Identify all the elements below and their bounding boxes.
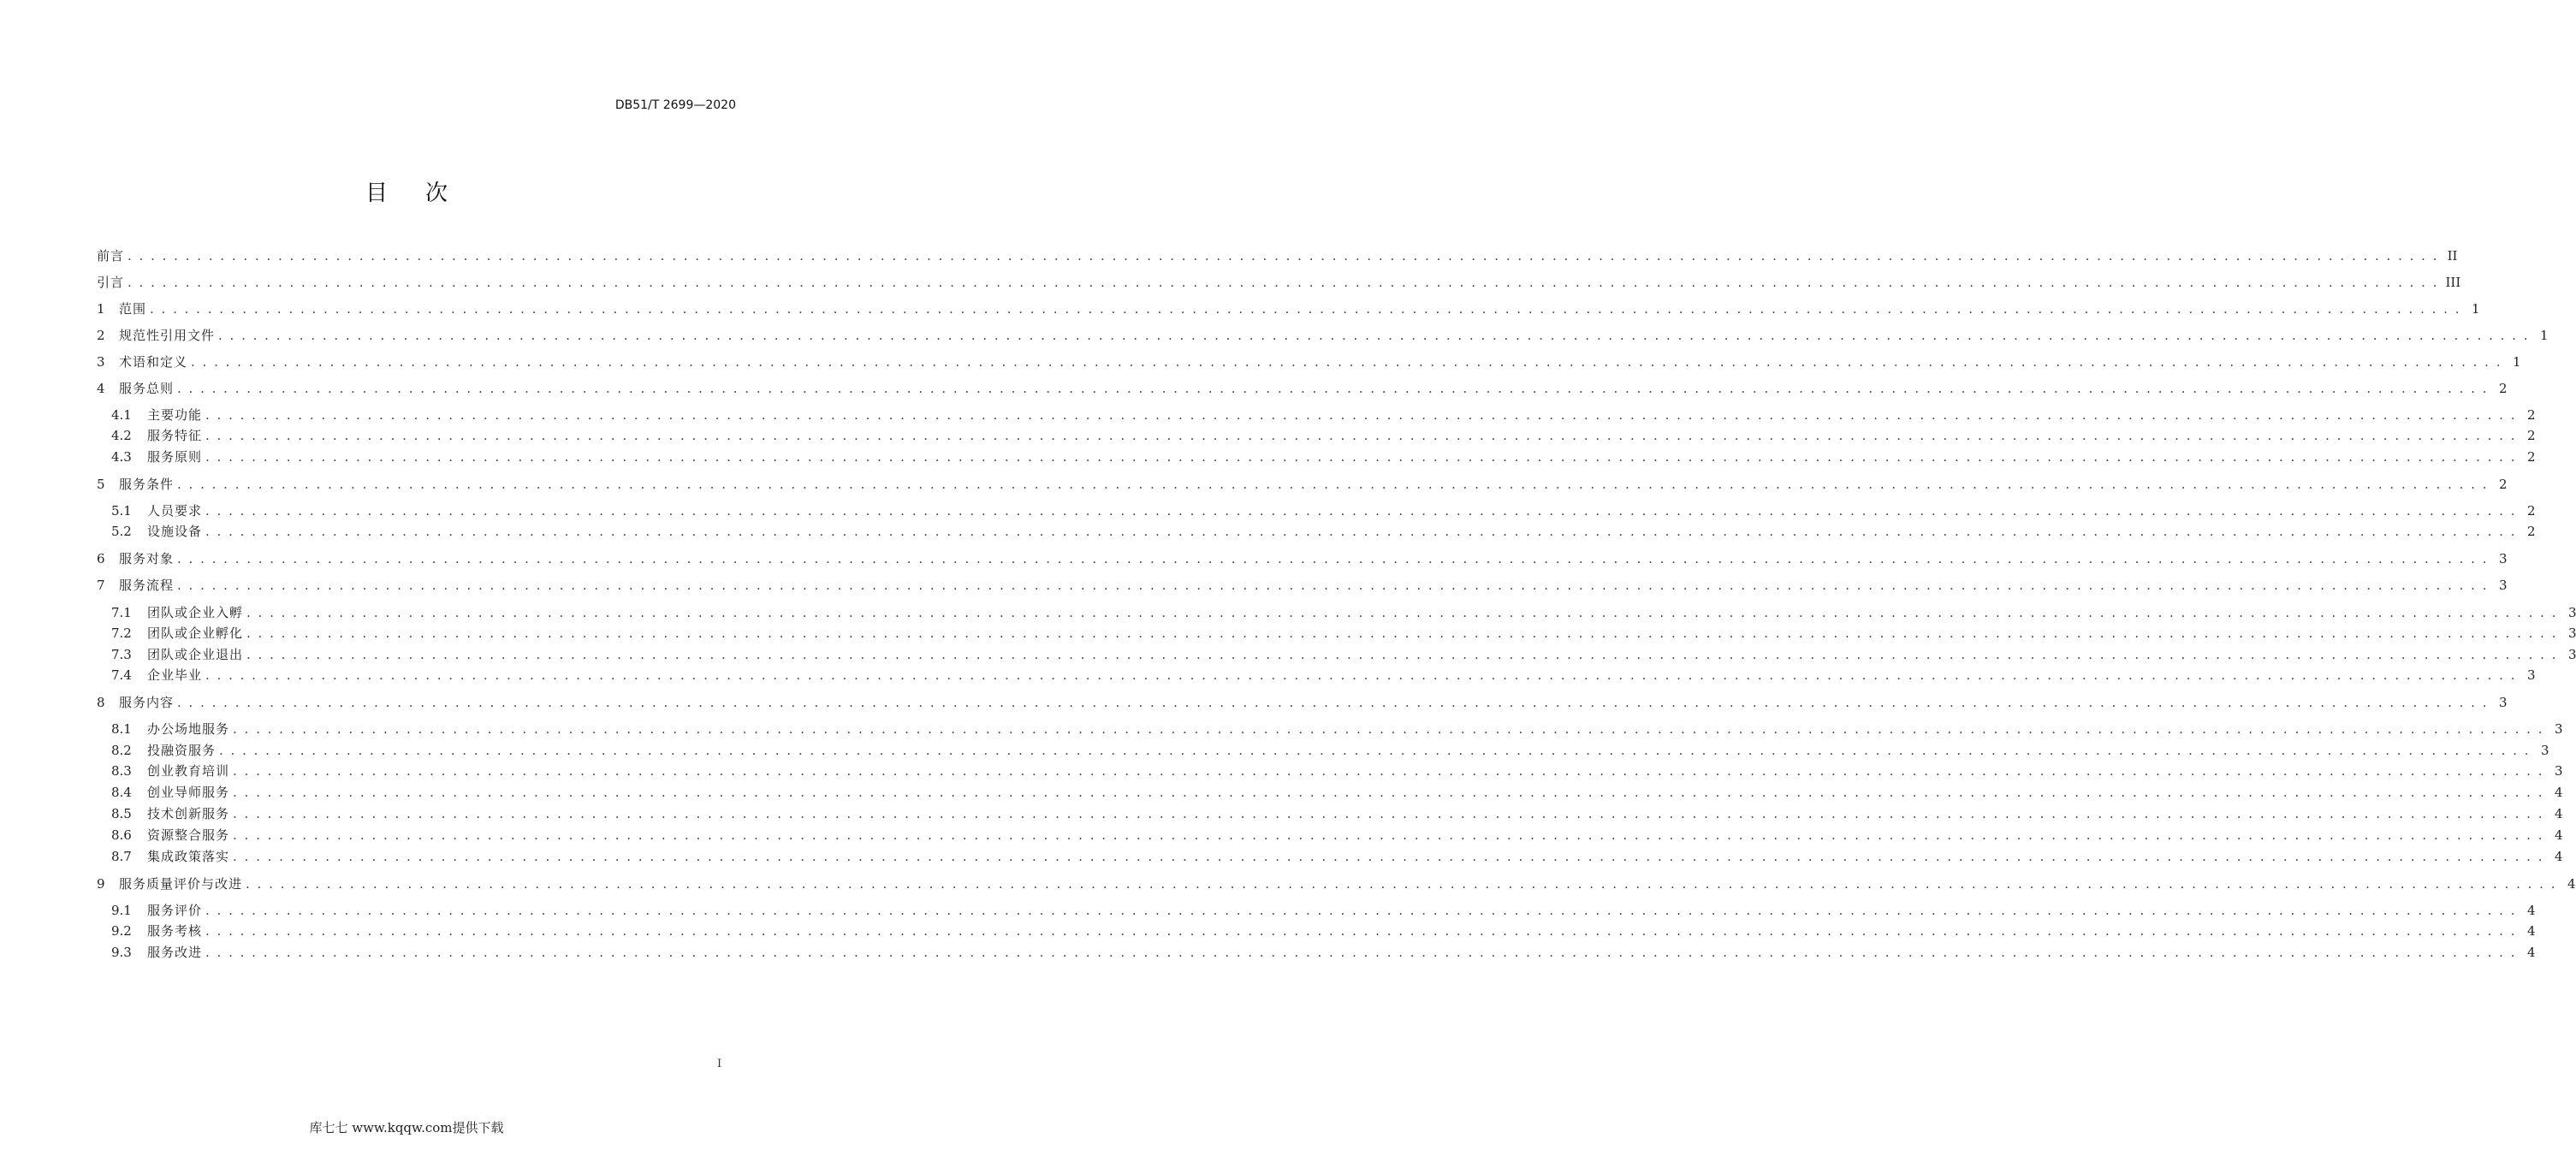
toc-entry-number: 3 — [97, 354, 105, 370]
toc-entry-number: 4 — [97, 381, 105, 396]
toc-entry[interactable] — [0, 379, 2508, 400]
toc-entry-page: 4 — [2554, 827, 2563, 843]
toc-leader-dots: . . . . . . . . . . . . . . . . . . . . . . . . . . . . . . . . . . . . . . . . . . . . . . . . . . . . . . . . . . . . . . . . . . . . . . . . . . . . . . . . . . . . . . . . . . . . . . . . . . . . . . . . . . . . . . . . . . . . . . . . . . . . . . . . . . . . . . . . . . . . . . . . . . . . . . . . . . . . . . . . . . . . . . . . . . . . . . . . . . . . . . . . . . . . . . . . . . . . . . . . — [191, 354, 2502, 370]
toc-leader-dots: . . . . . . . . . . . . . . . . . . . . . . . . . . . . . . . . . . . . . . . . . . . . . . . . . . . . . . . . . . . . . . . . . . . . . . . . . . . . . . . . . . . . . . . . . . . . . . . . . . . . . . . . . . . . . . . . . . . . . . . . . . . . . . . . . . . . . . . . . . . . . . . . . . . . . . . . . . . . . . . . . . . . . . . . . . . . . . . . . . . . . . . . . . . . . . . . . . . . . . . . — [246, 625, 2558, 641]
toc-entry-number: 7.3 — [111, 647, 132, 662]
toc-entry-label: 设施设备 — [147, 524, 203, 539]
toc-entry[interactable] — [0, 603, 2576, 624]
toc-entry-number: 5 — [97, 477, 105, 492]
toc-entry-page: 3 — [2498, 578, 2508, 593]
toc-entry-page: 4 — [2554, 785, 2563, 800]
toc-leader-dots: . . . . . . . . . . . . . . . . . . . . . . . . . . . . . . . . . . . . . . . . . . . . . . . . . . . . . . . . . . . . . . . . . . . . . . . . . . . . . . . . . . . . . . . . . . . . . . . . . . . . . . . . . . . . . . . . . . . . . . . . . . . . . . . . . . . . . . . . . . . . . . . . . . . . . . . . . . . . . . . . . . . . . . . . . . . . . . . . . . . . . . . . . . . . . . . . . . . . . . . . — [246, 876, 2557, 892]
toc-entry-label: 引言 — [97, 275, 125, 290]
toc-entry-label: 团队或企业孵化 — [147, 625, 244, 641]
toc-entry[interactable] — [0, 353, 2521, 373]
toc-entry-page: 2 — [2526, 503, 2536, 519]
toc-entry-page: II — [2447, 248, 2458, 264]
toc-entry-page: 1 — [2512, 354, 2521, 370]
toc-entry[interactable] — [0, 645, 2576, 666]
toc-entry-page: 2 — [2498, 381, 2508, 396]
toc-entry-page: 3 — [2567, 647, 2576, 662]
toc-entry[interactable] — [0, 448, 2536, 468]
toc-entry-page: 2 — [2526, 428, 2536, 443]
toc-leader-dots: . . . . . . . . . . . . . . . . . . . . . . . . . . . . . . . . . . . . . . . . . . . . . . . . . . . . . . . . . . . . . . . . . . . . . . . . . . . . . . . . . . . . . . . . . . . . . . . . . . . . . . . . . . . . . . . . . . . . . . . . . . . . . . . . . . . . . . . . . . . . . . . . . . . . . . . . . . . . . . . . . . . . . . . . . . . . . . . . . . . . . . . . . . . . . . . . . . . . . . . . — [246, 605, 2558, 620]
toc-leader-dots: . . . . . . . . . . . . . . . . . . . . . . . . . . . . . . . . . . . . . . . . . . . . . . . . . . . . . . . . . . . . . . . . . . . . . . . . . . . . . . . . . . . . . . . . . . . . . . . . . . . . . . . . . . . . . . . . . . . . . . . . . . . . . . . . . . . . . . . . . . . . . . . . . . . . . . . . . . . . . . . . . . . . . . . . . . . . . . . . . . . . . . . . . . . . . . . . . . . . . . . . — [205, 407, 2517, 423]
document-code: DB51/T 2699—2020 — [614, 98, 736, 112]
toc-entry-page: 3 — [2554, 763, 2563, 779]
toc-entry[interactable] — [0, 273, 2461, 293]
toc-entry-number: 4.2 — [111, 428, 132, 443]
toc-entry-number: 1 — [97, 301, 105, 317]
toc-entry-number: 9 — [97, 876, 105, 892]
toc-entry-label: 服务总则 — [119, 381, 175, 396]
toc-entry[interactable] — [0, 720, 2563, 740]
toc-entry[interactable] — [0, 406, 2536, 426]
toc-entry-number: 7.2 — [111, 625, 132, 641]
toc-entry-page: 3 — [2526, 667, 2536, 683]
toc-entry[interactable] — [0, 762, 2563, 782]
toc-entry-number: 7 — [97, 578, 105, 593]
toc-leader-dots: . . . . . . . . . . . . . . . . . . . . . . . . . . . . . . . . . . . . . . . . . . . . . . . . . . . . . . . . . . . . . . . . . . . . . . . . . . . . . . . . . . . . . . . . . . . . . . . . . . . . . . . . . . . . . . . . . . . . . . . . . . . . . . . . . . . . . . . . . . . . . . . . . . . . . . . . . . . . . . . . . . . . . . . . . . . . . . . . . . . . . . . . . . . . . . . . . . . . . . . . — [205, 428, 2517, 443]
toc-entry-label: 范围 — [119, 301, 147, 317]
toc-entry-number: 8.3 — [111, 763, 132, 779]
toc-entry-number: 4.3 — [111, 449, 132, 465]
toc-leader-dots: . . . . . . . . . . . . . . . . . . . . . . . . . . . . . . . . . . . . . . . . . . . . . . . . . . . . . . . . . . . . . . . . . . . . . . . . . . . . . . . . . . . . . . . . . . . . . . . . . . . . . . . . . . . . . . . . . . . . . . . . . . . . . . . . . . . . . . . . . . . . . . . . . . . . . . . . . . . . . . . . . . . . . . . . . . . . . . . . . . . . . . . . . . . . . . . . . . . . . . . . — [205, 923, 2517, 939]
toc-entry-label: 服务改进 — [147, 945, 203, 960]
toc-leader-dots: . . . . . . . . . . . . . . . . . . . . . . . . . . . . . . . . . . . . . . . . . . . . . . . . . . . . . . . . . . . . . . . . . . . . . . . . . . . . . . . . . . . . . . . . . . . . . . . . . . . . . . . . . . . . . . . . . . . . . . . . . . . . . . . . . . . . . . . . . . . . . . . . . . . . . . . . . . . . . . . . . . . . . . . . . . . . . . . . . . . . . . . . . . . . . . . . . . . . . . . . — [177, 695, 2489, 710]
toc-entry-number: 8.1 — [111, 721, 132, 737]
toc-leader-dots: . . . . . . . . . . . . . . . . . . . . . . . . . . . . . . . . . . . . . . . . . . . . . . . . . . . . . . . . . . . . . . . . . . . . . . . . . . . . . . . . . . . . . . . . . . . . . . . . . . . . . . . . . . . . . . . . . . . . . . . . . . . . . . . . . . . . . . . . . . . . . . . . . . . . . . . . . . . . . . . . . . . . . . . . . . . . . . . . . . . . . . . . . . . . . . . . . . . . . . . . — [233, 763, 2544, 779]
toc-entry-label: 前言 — [97, 248, 125, 264]
toc-entry[interactable] — [0, 901, 2536, 922]
toc-entry-label: 团队或企业退出 — [147, 647, 244, 662]
toc-entry-label: 技术创新服务 — [147, 806, 230, 821]
toc-entry-number: 2 — [97, 328, 105, 343]
toc-leader-dots: . . . . . . . . . . . . . . . . . . . . . . . . . . . . . . . . . . . . . . . . . . . . . . . . . . . . . . . . . . . . . . . . . . . . . . . . . . . . . . . . . . . . . . . . . . . . . . . . . . . . . . . . . . . . . . . . . . . . . . . . . . . . . . . . . . . . . . . . . . . . . . . . . . . . . . . . . . . . . . . . . . . . . . . . . . . . . . . . . . . . . . . . . . . . . . . . . . . . . . . . — [218, 328, 2530, 343]
toc-entry-label: 服务特征 — [147, 428, 203, 443]
toc-entry[interactable] — [0, 826, 2563, 846]
toc-entry-label: 人员要求 — [147, 503, 203, 519]
toc-entry[interactable] — [0, 943, 2536, 963]
toc-entry-number: 8 — [97, 695, 105, 710]
toc-entry[interactable] — [0, 741, 2549, 762]
toc-entry[interactable] — [0, 501, 2536, 522]
toc-entry-page: 3 — [2567, 605, 2576, 620]
toc-entry-label: 投融资服务 — [147, 743, 217, 758]
page-title: 目次 — [365, 181, 485, 206]
toc-leader-dots: . . . . . . . . . . . . . . . . . . . . . . . . . . . . . . . . . . . . . . . . . . . . . . . . . . . . . . . . . . . . . . . . . . . . . . . . . . . . . . . . . . . . . . . . . . . . . . . . . . . . . . . . . . . . . . . . . . . . . . . . . . . . . . . . . . . . . . . . . . . . . . . . . . . . . . . . . . . . . . . . . . . . . . . . . . . . . . . . . . . . . . . . . . . . . . . . . . . . . . . . — [233, 827, 2544, 843]
toc-entry-number: 4.1 — [111, 407, 132, 423]
toc-entry[interactable] — [0, 624, 2576, 644]
toc-entry-page: 3 — [2554, 721, 2563, 737]
toc-entry[interactable] — [0, 922, 2536, 942]
toc-entry-label: 服务条件 — [119, 477, 175, 492]
toc-entry-label: 服务内容 — [119, 695, 175, 710]
toc-entry-number: 5.2 — [111, 524, 132, 539]
toc-entry-number: 8.4 — [111, 785, 132, 800]
toc-leader-dots: . . . . . . . . . . . . . . . . . . . . . . . . . . . . . . . . . . . . . . . . . . . . . . . . . . . . . . . . . . . . . . . . . . . . . . . . . . . . . . . . . . . . . . . . . . . . . . . . . . . . . . . . . . . . . . . . . . . . . . . . . . . . . . . . . . . . . . . . . . . . . . . . . . . . . . . . . . . . . . . . . . . . . . . . . . . . . . . . . . . . . . . . . . . . . . . . . . . . . . . . — [233, 785, 2544, 800]
toc-entry-number: 8.6 — [111, 827, 132, 843]
toc-leader-dots: . . . . . . . . . . . . . . . . . . . . . . . . . . . . . . . . . . . . . . . . . . . . . . . . . . . . . . . . . . . . . . . . . . . . . . . . . . . . . . . . . . . . . . . . . . . . . . . . . . . . . . . . . . . . . . . . . . . . . . . . . . . . . . . . . . . . . . . . . . . . . . . . . . . . . . . . . . . . . . . . . . . . . . . . . . . . . . . . . . . . . . . . . . . . . . . . . . . . . . . . — [177, 578, 2489, 593]
toc-entry[interactable] — [0, 522, 2536, 542]
toc-entry-label: 服务对象 — [119, 551, 175, 566]
toc-entry[interactable] — [0, 804, 2563, 825]
download-footer: 库七七 www.kqqw.com提供下载 — [309, 1120, 504, 1135]
toc-entry-page: 4 — [2526, 945, 2536, 960]
toc-entry[interactable] — [0, 783, 2563, 803]
toc-entry-number: 8.5 — [111, 806, 132, 821]
toc-entry[interactable] — [0, 576, 2508, 596]
toc-entry-label: 服务流程 — [119, 578, 175, 593]
toc-entry-page: 2 — [2526, 407, 2536, 423]
toc-entry-page: III — [2445, 275, 2461, 290]
toc-entry-label: 服务原则 — [147, 449, 203, 465]
toc-entry-number: 7.1 — [111, 605, 132, 620]
toc-entry-label: 规范性引用文件 — [119, 328, 216, 343]
toc-entry-label: 创业教育培训 — [147, 763, 230, 779]
toc-leader-dots: . . . . . . . . . . . . . . . . . . . . . . . . . . . . . . . . . . . . . . . . . . . . . . . . . . . . . . . . . . . . . . . . . . . . . . . . . . . . . . . . . . . . . . . . . . . . . . . . . . . . . . . . . . . . . . . . . . . . . . . . . . . . . . . . . . . . . . . . . . . . . . . . . . . . . . . . . . . . . . . . . . . . . . . . . . . . . . . . . . . . . . . . . . . . . . . . . . . . . . . . — [205, 449, 2517, 465]
toc-entry[interactable] — [0, 847, 2563, 868]
toc-entry-number: 5.1 — [111, 503, 132, 519]
toc-leader-dots: . . . . . . . . . . . . . . . . . . . . . . . . . . . . . . . . . . . . . . . . . . . . . . . . . . . . . . . . . . . . . . . . . . . . . . . . . . . . . . . . . . . . . . . . . . . . . . . . . . . . . . . . . . . . . . . . . . . . . . . . . . . . . . . . . . . . . . . . . . . . . . . . . . . . . . . . . . . . . . . . . . . . . . . . . . . . . . . . . . . . . . . . . . . . . . . . . . . . . . . . — [246, 647, 2558, 662]
toc-entry-page: 2 — [2498, 477, 2508, 492]
toc-entry-label: 办公场地服务 — [147, 721, 230, 737]
toc-entry-number: 8.2 — [111, 743, 132, 758]
toc-entry-label: 资源整合服务 — [147, 827, 230, 843]
toc-entry-label: 主要功能 — [147, 407, 203, 423]
toc-entry[interactable] — [0, 426, 2536, 447]
toc-entry[interactable] — [0, 666, 2536, 686]
toc-entry-number: 9.1 — [111, 903, 132, 918]
toc-entry-number: 9.2 — [111, 923, 132, 939]
toc-entry-page: 1 — [2471, 301, 2480, 317]
toc-entry[interactable] — [0, 246, 2458, 267]
toc-entry-page: 3 — [2567, 625, 2576, 641]
toc-leader-dots: . . . . . . . . . . . . . . . . . . . . . . . . . . . . . . . . . . . . . . . . . . . . . . . . . . . . . . . . . . . . . . . . . . . . . . . . . . . . . . . . . . . . . . . . . . . . . . . . . . . . . . . . . . . . . . . . . . . . . . . . . . . . . . . . . . . . . . . . . . . . . . . . . . . . . . . . . . . . . . . . . . . . . . . . . . . . . . . . . . . . . . . . . . . . . . . . . . . . . . . . — [233, 806, 2544, 821]
toc-leader-dots: . . . . . . . . . . . . . . . . . . . . . . . . . . . . . . . . . . . . . . . . . . . . . . . . . . . . . . . . . . . . . . . . . . . . . . . . . . . . . . . . . . . . . . . . . . . . . . . . . . . . . . . . . . . . . . . . . . . . . . . . . . . . . . . . . . . . . . . . . . . . . . . . . . . . . . . . . . . . . . . . . . . . . . . . . . . . . . . . . . . . . . . . . . . . . . . . . . . . . . . . — [205, 524, 2517, 539]
toc-entry-label: 创业导师服务 — [147, 785, 230, 800]
toc-leader-dots: . . . . . . . . . . . . . . . . . . . . . . . . . . . . . . . . . . . . . . . . . . . . . . . . . . . . . . . . . . . . . . . . . . . . . . . . . . . . . . . . . . . . . . . . . . . . . . . . . . . . . . . . . . . . . . . . . . . . . . . . . . . . . . . . . . . . . . . . . . . . . . . . . . . . . . . . . . . . . . . . . . . . . . . . . . . . . . . . . . . . . . . . . . . . . . . . . . . . . . . . — [177, 477, 2489, 492]
toc-leader-dots: . . . . . . . . . . . . . . . . . . . . . . . . . . . . . . . . . . . . . . . . . . . . . . . . . . . . . . . . . . . . . . . . . . . . . . . . . . . . . . . . . . . . . . . . . . . . . . . . . . . . . . . . . . . . . . . . . . . . . . . . . . . . . . . . . . . . . . . . . . . . . . . . . . . . . . . . . . . . . . . . . . . . . . . . . . . . . . . . . . . . . . . . . . . . . . . . . . . . . . . . — [205, 503, 2517, 519]
toc-entry-label: 团队或企业入孵 — [147, 605, 244, 620]
toc-leader-dots: . . . . . . . . . . . . . . . . . . . . . . . . . . . . . . . . . . . . . . . . . . . . . . . . . . . . . . . . . . . . . . . . . . . . . . . . . . . . . . . . . . . . . . . . . . . . . . . . . . . . . . . . . . . . . . . . . . . . . . . . . . . . . . . . . . . . . . . . . . . . . . . . . . . . . . . . . . . . . . . . . . . . . . . . . . . . . . . . . . . . . . . . . . . . . . . . . . . . . . . . — [177, 551, 2489, 566]
toc-entry-page: 4 — [2526, 923, 2536, 939]
toc-entry-label: 术语和定义 — [119, 354, 188, 370]
toc-entry-label: 服务评价 — [147, 903, 203, 918]
toc-leader-dots: . . . . . . . . . . . . . . . . . . . . . . . . . . . . . . . . . . . . . . . . . . . . . . . . . . . . . . . . . . . . . . . . . . . . . . . . . . . . . . . . . . . . . . . . . . . . . . . . . . . . . . . . . . . . . . . . . . . . . . . . . . . . . . . . . . . . . . . . . . . . . . . . . . . . . . . . . . . . . . . . . . . . . . . . . . . . . . . . . . . . . . . . . . . . . . . . . . . . . . . . — [233, 849, 2544, 864]
toc-entry-page: 4 — [2526, 903, 2536, 918]
page-number: I — [717, 1058, 722, 1070]
toc-entry-page: 4 — [2554, 849, 2563, 864]
toc-entry[interactable] — [0, 475, 2508, 495]
toc-leader-dots: . . . . . . . . . . . . . . . . . . . . . . . . . . . . . . . . . . . . . . . . . . . . . . . . . . . . . . . . . . . . . . . . . . . . . . . . . . . . . . . . . . . . . . . . . . . . . . . . . . . . . . . . . . . . . . . . . . . . . . . . . . . . . . . . . . . . . . . . . . . . . . . . . . . . . . . . . . . . . . . . . . . . . . . . . . . . . . . . . . . . . . . . . . . . . . . . . . . . . . . . — [128, 275, 2439, 290]
toc-entry[interactable] — [0, 693, 2508, 714]
toc-entry-page: 3 — [2498, 551, 2508, 566]
toc-entry[interactable] — [0, 874, 2576, 895]
toc-entry[interactable] — [0, 326, 2549, 347]
toc-entry-page: 3 — [2498, 695, 2508, 710]
toc-entry-page: 4 — [2554, 806, 2563, 821]
toc-entry-page: 2 — [2526, 524, 2536, 539]
toc-entry-number: 7.4 — [111, 667, 132, 683]
toc-leader-dots: . . . . . . . . . . . . . . . . . . . . . . . . . . . . . . . . . . . . . . . . . . . . . . . . . . . . . . . . . . . . . . . . . . . . . . . . . . . . . . . . . . . . . . . . . . . . . . . . . . . . . . . . . . . . . . . . . . . . . . . . . . . . . . . . . . . . . . . . . . . . . . . . . . . . . . . . . . . . . . . . . . . . . . . . . . . . . . . . . . . . . . . . . . . . . . . . . . . . . . . . — [177, 381, 2489, 396]
toc-leader-dots: . . . . . . . . . . . . . . . . . . . . . . . . . . . . . . . . . . . . . . . . . . . . . . . . . . . . . . . . . . . . . . . . . . . . . . . . . . . . . . . . . . . . . . . . . . . . . . . . . . . . . . . . . . . . . . . . . . . . . . . . . . . . . . . . . . . . . . . . . . . . . . . . . . . . . . . . . . . . . . . . . . . . . . . . . . . . . . . . . . . . . . . . . . . . . . . . . . . . . . . . — [205, 945, 2517, 960]
toc-entry-number: 9.3 — [111, 945, 132, 960]
toc-entry-page: 1 — [2539, 328, 2549, 343]
toc-entry-page: 2 — [2526, 449, 2536, 465]
toc-leader-dots: . . . . . . . . . . . . . . . . . . . . . . . . . . . . . . . . . . . . . . . . . . . . . . . . . . . . . . . . . . . . . . . . . . . . . . . . . . . . . . . . . . . . . . . . . . . . . . . . . . . . . . . . . . . . . . . . . . . . . . . . . . . . . . . . . . . . . . . . . . . . . . . . . . . . . . . . . . . . . . . . . . . . . . . . . . . . . . . . . . . . . . . . . . . . . . . . . . . . . . . . — [150, 301, 2461, 317]
toc-entry-label: 服务考核 — [147, 923, 203, 939]
toc-entry-page: 3 — [2540, 743, 2549, 758]
toc-entry-label: 服务质量评价与改进 — [119, 876, 243, 892]
toc-entry-label: 集成政策落实 — [147, 849, 230, 864]
toc-entry-number: 8.7 — [111, 849, 132, 864]
toc-entry-label: 企业毕业 — [147, 667, 203, 683]
toc-entry-number: 6 — [97, 551, 105, 566]
toc-entry[interactable] — [0, 549, 2508, 570]
toc-leader-dots: . . . . . . . . . . . . . . . . . . . . . . . . . . . . . . . . . . . . . . . . . . . . . . . . . . . . . . . . . . . . . . . . . . . . . . . . . . . . . . . . . . . . . . . . . . . . . . . . . . . . . . . . . . . . . . . . . . . . . . . . . . . . . . . . . . . . . . . . . . . . . . . . . . . . . . . . . . . . . . . . . . . . . . . . . . . . . . . . . . . . . . . . . . . . . . . . . . . . . . . . — [205, 667, 2517, 683]
toc-leader-dots: . . . . . . . . . . . . . . . . . . . . . . . . . . . . . . . . . . . . . . . . . . . . . . . . . . . . . . . . . . . . . . . . . . . . . . . . . . . . . . . . . . . . . . . . . . . . . . . . . . . . . . . . . . . . . . . . . . . . . . . . . . . . . . . . . . . . . . . . . . . . . . . . . . . . . . . . . . . . . . . . . . . . . . . . . . . . . . . . . . . . . . . . . . . . . . . . . . . . . . . . — [205, 903, 2517, 918]
toc-entry-page: 4 — [2567, 876, 2576, 892]
toc-leader-dots: . . . . . . . . . . . . . . . . . . . . . . . . . . . . . . . . . . . . . . . . . . . . . . . . . . . . . . . . . . . . . . . . . . . . . . . . . . . . . . . . . . . . . . . . . . . . . . . . . . . . . . . . . . . . . . . . . . . . . . . . . . . . . . . . . . . . . . . . . . . . . . . . . . . . . . . . . . . . . . . . . . . . . . . . . . . . . . . . . . . . . . . . . . . . . . . . . . . . . . . . — [233, 721, 2544, 737]
toc-leader-dots: . . . . . . . . . . . . . . . . . . . . . . . . . . . . . . . . . . . . . . . . . . . . . . . . . . . . . . . . . . . . . . . . . . . . . . . . . . . . . . . . . . . . . . . . . . . . . . . . . . . . . . . . . . . . . . . . . . . . . . . . . . . . . . . . . . . . . . . . . . . . . . . . . . . . . . . . . . . . . . . . . . . . . . . . . . . . . . . . . . . . . . . . . . . . . . . . . . . . . . . . — [128, 248, 2439, 264]
toc-leader-dots: . . . . . . . . . . . . . . . . . . . . . . . . . . . . . . . . . . . . . . . . . . . . . . . . . . . . . . . . . . . . . . . . . . . . . . . . . . . . . . . . . . . . . . . . . . . . . . . . . . . . . . . . . . . . . . . . . . . . . . . . . . . . . . . . . . . . . . . . . . . . . . . . . . . . . . . . . . . . . . . . . . . . . . . . . . . . . . . . . . . . . . . . . . . . . . . . . . . . . . . . — [219, 743, 2531, 758]
toc-entry[interactable] — [0, 299, 2480, 320]
